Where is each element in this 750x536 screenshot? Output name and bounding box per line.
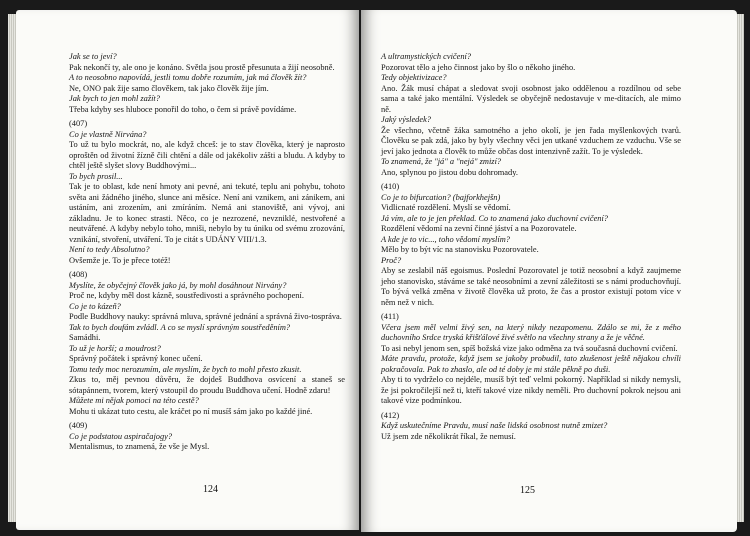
right-page-text — [381, 52, 681, 442]
section-number: (407) — [69, 119, 88, 128]
answer-paragraph: Ovšemže je. To je přece totéž! — [69, 255, 171, 265]
question-paragraph: To bych prosil... — [69, 171, 123, 181]
question-paragraph: Včera jsem měl velmi živý sen, na který nikdy nezapomenu. Zdálo se mi, že z mého duchovního Srdce tryská křišťálové živé světlo na všechny strany a že je věčné. — [381, 322, 681, 342]
answer-paragraph: Rozdělení vědomí na zevní činné jáství a na Pozorovatele. — [381, 224, 577, 233]
section-number: (408) — [69, 270, 88, 279]
question-paragraph: Co je to kázeň? — [69, 301, 121, 311]
answer-paragraph: Podle Buddhovy nauky: správná mluva, správné jednání a správná živo-tospráva. — [69, 312, 342, 321]
question-paragraph: Jaký výsledek? — [381, 115, 431, 124]
answer-paragraph: Mělo by to být víc na stanovisku Pozorovatele. — [381, 245, 539, 254]
question-paragraph: Tedy objektivizace? — [381, 73, 447, 82]
answer-paragraph: Že všechno, včetně žáka samotného a jeho okolí, je jen řada myšlenkových tvarů. Člověku se pak zdá, jako by byly všechny věci jen utkané vzduchem ze vzduchu. Vše se jeví jako jednota a člověk to může občas dost intenzivně zažít. To je výsledek. — [381, 125, 681, 156]
answer-paragraph: Ano. Žák musí chápat a sledovat svoji osobnost jako oddělenou a rozdílnou od sebe sama a také jako mentální. Výsledek se obyčejně nedostavuje v me-ditacích, ale mimo ně. — [381, 83, 681, 114]
question-paragraph: A ultramystických cvičení? — [381, 52, 472, 61]
question-paragraph: Jak bych to jen mohl zažít? — [69, 94, 160, 103]
question-paragraph: Tomu tedy moc nerozumím, ale myslím, že bych to mohl přesto zkusit. — [69, 364, 302, 374]
question-paragraph: Jak se to jeví? — [69, 52, 117, 61]
answer-paragraph: Ne, ONO pak žije samo člověkem, tak jako člověk žije jím. — [69, 83, 269, 93]
section-number: (410) — [381, 182, 400, 191]
answer-paragraph: To asi nebyl jenom sen, spíš božská vize jako odměna za tvá současná duchovní cvičení. — [381, 343, 678, 353]
answer-paragraph: Ano, splynou po jistou dobu dohromady. — [381, 167, 518, 177]
question-paragraph: Myslíte, že obyčejný člověk jako já, by mohl dosáhnout Nirvány? — [69, 280, 287, 290]
right-page — [361, 10, 737, 532]
answer-paragraph: Aby ti to vydrželo co nejdéle, musíš být teď velmi pokorný. Například si nikdy nemysli, že jsi pokročilejší než ti, kteří takové vize nikdy neměli. Pro duchovní pokrok nejsou ani takové vize podmínkou. — [381, 375, 681, 405]
answer-paragraph: To už tu bylo mockrát, no, ale když chceš: je to stav člověka, který je naprosto oproštěn od životní žízně čili chtění a dále od jakékoliv zášti a bludu. A kdyby to chtěl ještě slyšet slovy Buddhovými... — [69, 140, 345, 170]
page-stack-edge-right — [736, 14, 744, 522]
answer-paragraph: Tak je to oblast, kde není hmoty ani pevné, ani tekuté, teplu ani pohybu, tohoto světa ani žádného jiného, slunce ani měsíce. Není ani vznikem, ani zánikem, ani ustáním, ani zrozením, ani zmíráním. Nemá ani stanoviště, ani vývoj, ani základnu. Je to konec strasti. Něco, co je nezrozené, nevzniklé, nestvořené a neutvářené. A kdyby nebylo toho, mniši, nebylo by tu úniku od svému zrozování, vznikání, stvoření, utváření. To je citát s UDÁNY VIII/1.3. — [69, 182, 345, 244]
question-paragraph: Není to tedy Absolutno? — [69, 245, 150, 254]
answer-paragraph: Proč ne, kdyby měl dost kázně, soustředivosti a správného pochopení. — [69, 291, 304, 300]
answer-paragraph: Mohu ti ukázat tuto cestu, ale kráčet po ní musíš sám jako po každé jiné. — [69, 406, 313, 416]
question-paragraph: A to neosobno napovídá, jestli tomu dobře rozumím, jak má člověk žít? — [69, 73, 307, 82]
answer-paragraph: Aby se zeslabil náš egoismus. Poslední Pozorovatel je totiž neosobní a když zaujmeme jeho stanovisko, stáváme se také neosobními a zevní záležitosti se s námi produchovňují. To bývá velká změna v životě člověka už proto, že čas a prostor existují potom více v něm než v nich. — [381, 266, 681, 307]
answer-paragraph: Třeba kdyby ses hluboce ponořil do toho, o čem si právě povídáme. — [69, 104, 297, 114]
section-number: (411) — [381, 312, 399, 321]
question-paragraph: Máte pravdu, protože, když jsem se jakoby probudil, tato zkušenost ještě nějakou chvíli pokračovala. Pak to zhaslo, ale od té doby je mi stále pěkně po duši. — [381, 354, 681, 374]
section-number: (409) — [69, 421, 88, 430]
question-paragraph: To už je horší; a moudrost? — [69, 343, 161, 353]
answer-paragraph: Vidlicnaté rozdělení. Myslí se vědomí. — [381, 203, 511, 212]
question-paragraph: Tak to bych doufám zvládl. A co se myslí správným soustředěním? — [69, 322, 291, 332]
answer-paragraph: Mentalismus, to znamená, že vše je Mysl. — [69, 442, 210, 451]
section-number: (412) — [381, 410, 400, 420]
left-page — [16, 10, 359, 530]
answer-paragraph: Samádhi. — [69, 333, 101, 342]
question-paragraph: Když uskutečníme Pravdu, musí naše lidská osobnost nutně zmizet? — [381, 421, 608, 430]
question-paragraph: Proč? — [381, 255, 402, 265]
answer-paragraph: Zkus to, měj pevnou důvěru, že dojdeš Buddhova osvícení a staneš se sótapánnem, tvorem, který vstoupil do proudu Buddhova učení. Hodně zdaru! — [69, 375, 345, 395]
answer-paragraph: Pozorovat tělo a jeho činnost jako by šlo o někoho jiného. — [381, 62, 576, 72]
question-paragraph: To znamená, že "já" a "nejá" zmizí? — [381, 157, 502, 166]
question-paragraph: Co je podstatou aspiračajogy? — [69, 431, 173, 441]
question-paragraph: Co je vlastně Nirvána? — [69, 129, 147, 139]
left-page-text — [69, 52, 345, 453]
question-paragraph: Můžete mi nějak pomoci na této cestě? — [69, 396, 199, 405]
answer-paragraph: Správný počátek i správný konec učení. — [69, 354, 203, 363]
answer-paragraph: Pak nekončí ty, ale ono je konáno. Světla jsou prostě přesunuta a žijí neosobně. — [69, 62, 335, 72]
question-paragraph: A kde je to vic..., toho vědomí myslím? — [381, 234, 510, 244]
right-page-number: 125 — [520, 485, 535, 496]
question-paragraph: Co je to bifurcation? (bajforkhejšn) — [381, 192, 501, 202]
left-page-number: 124 — [203, 484, 218, 495]
question-paragraph: Já vím, ale to je jen překlad. Co to znamená jako duchovní cvičení? — [381, 213, 608, 223]
answer-paragraph: Už jsem zde několikrát říkal, že nemusí. — [381, 431, 516, 441]
